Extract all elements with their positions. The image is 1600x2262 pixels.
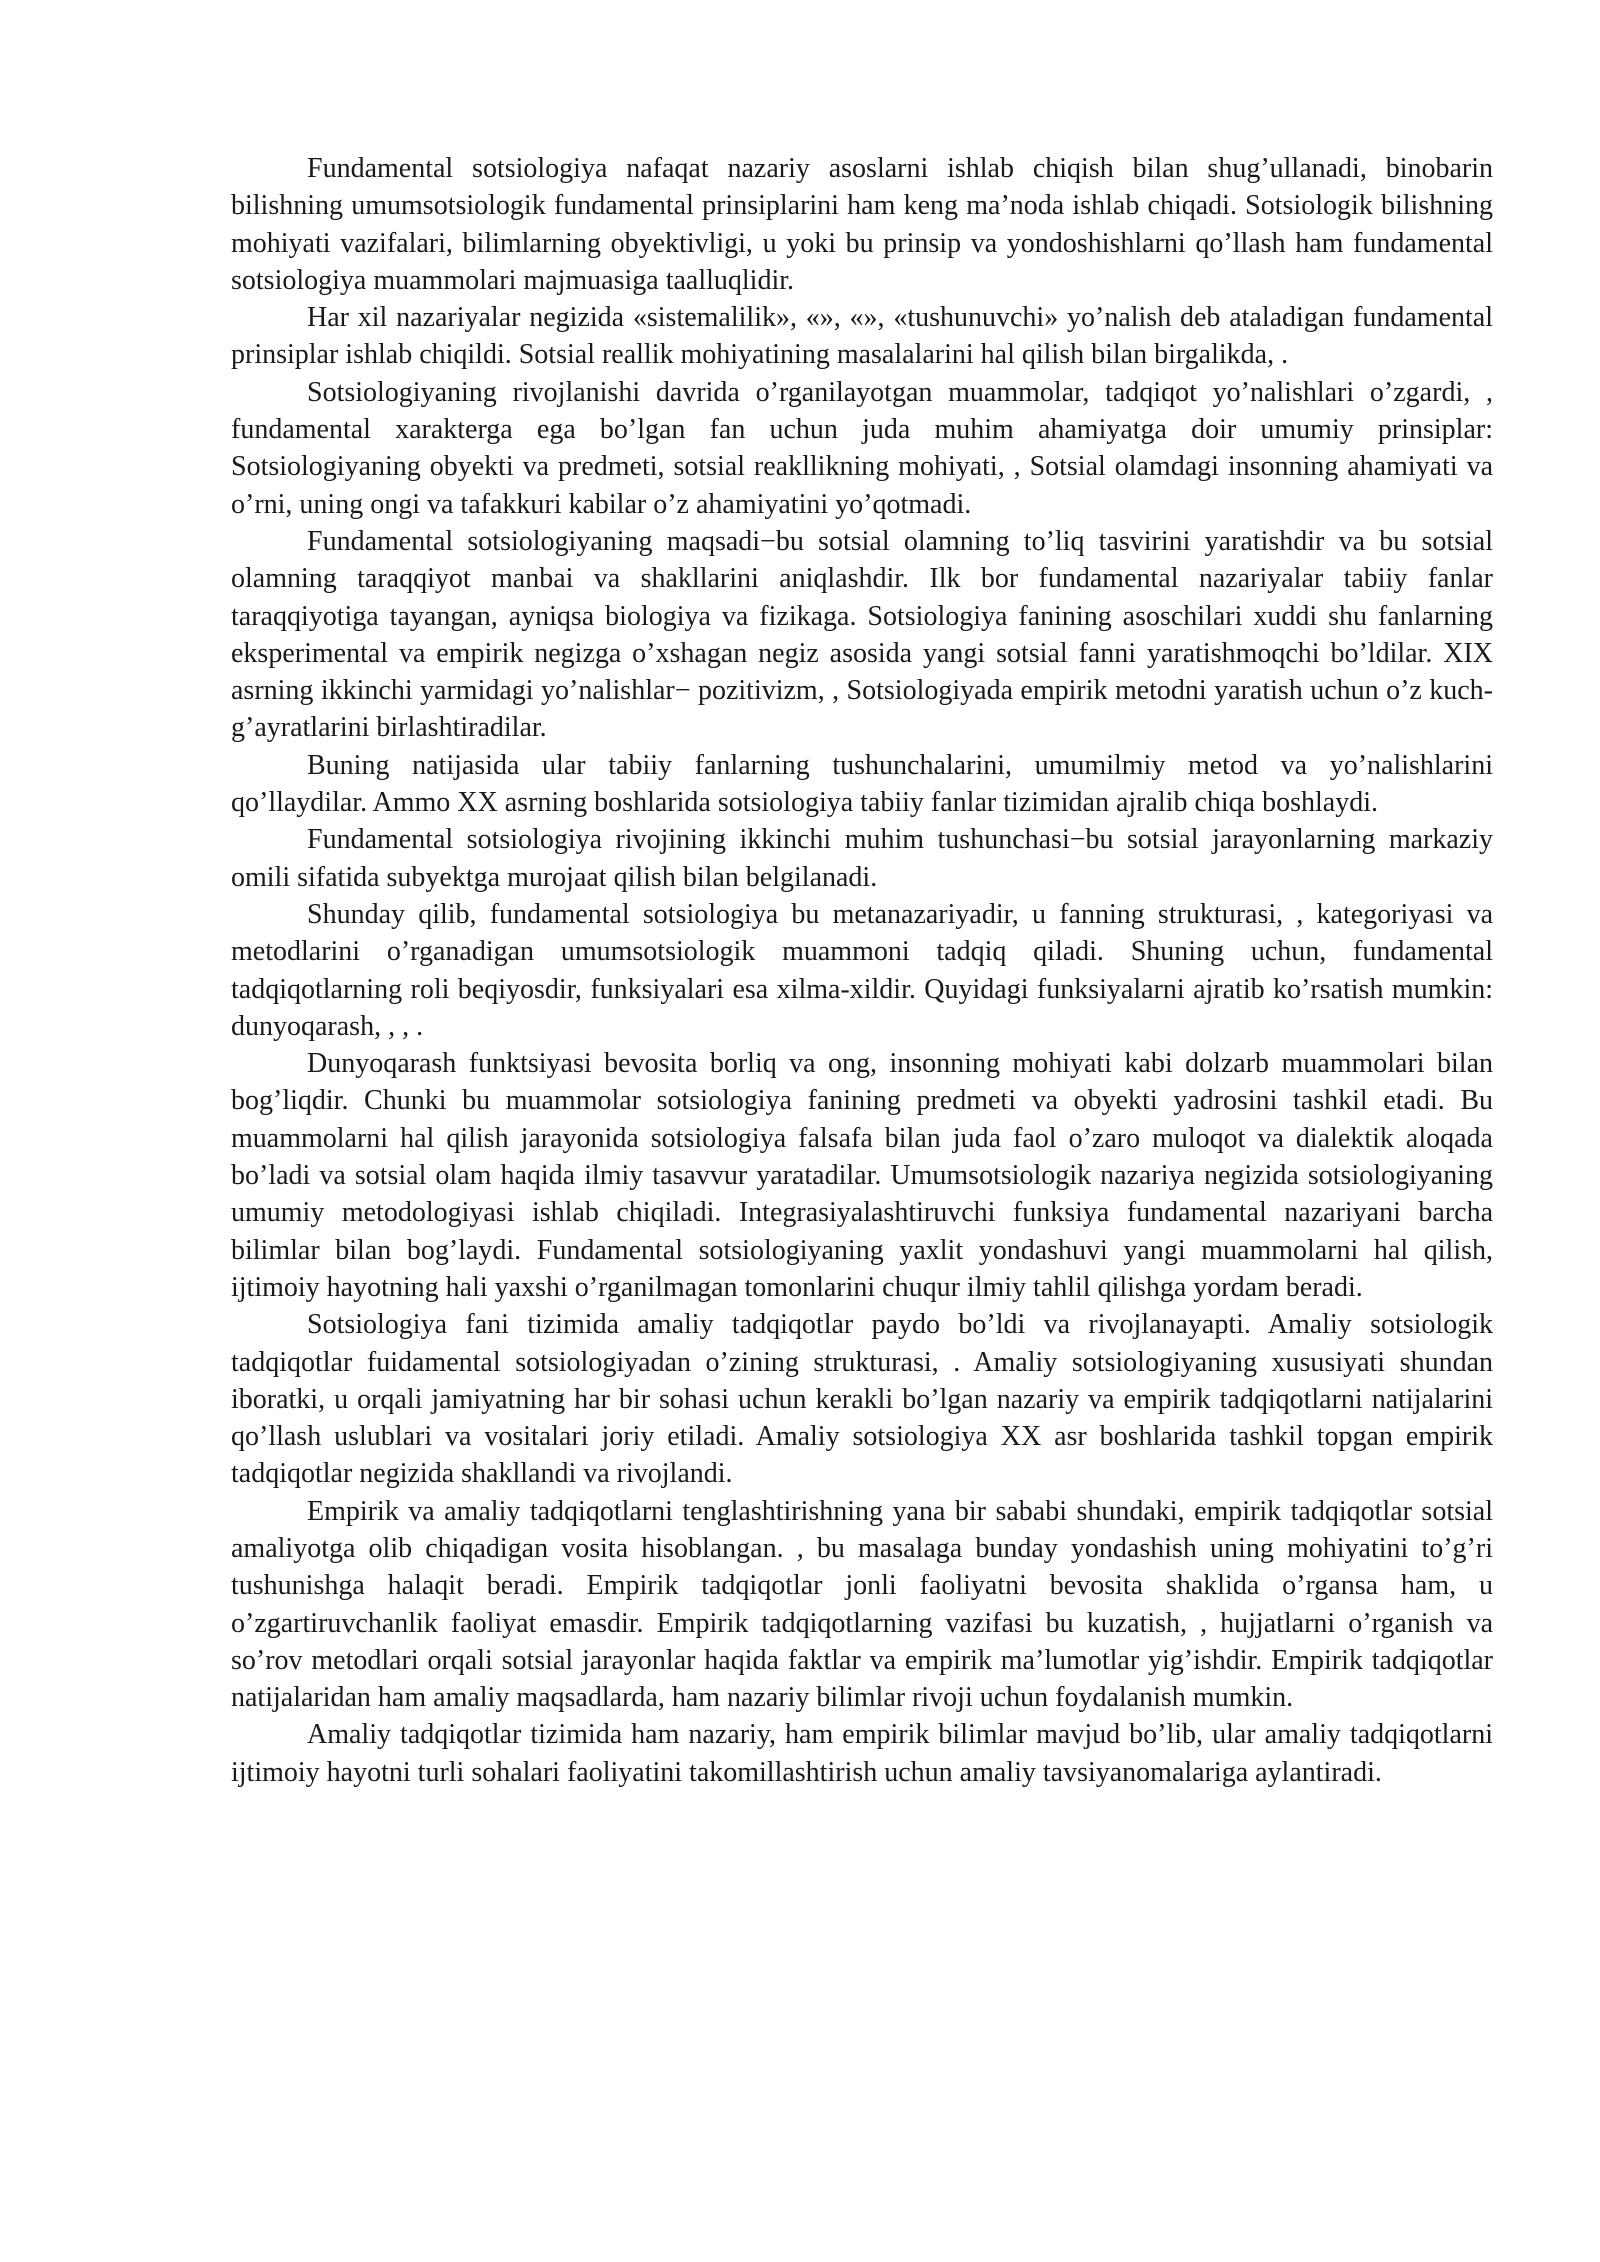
paragraph: Empirik va amaliy tadqiqotlarni tenglashtirishning yana bir sababi shundaki, empirik tadqiqotlar sotsial amaliyotga olib chiqadigan vosita hisoblangan. , bu masalaga bunday yondashish uning mohiyatini to’g’ri tushunishga halaqit beradi. Empirik tadqiqotlar jonli faoliyatni bevosita shaklida o’rgansa ham, u o’zgartiruvchanlik faoliyat emasdir. Empirik tadqiqotlarning vazifasi bu kuzatish, , hujjatlarni o’rganish va so’rov metodlari orqali sotsial jarayonlar haqida faktlar va empirik ma’lumotlar yig’ishdir. Empirik tadqiqotlar natijalaridan ham amaliy maqsadlarda, ham nazariy bilimlar rivoji uchun foydalanish mumkin. bbox=[231, 1495, 1493, 1714]
paragraph: Fundamental sotsiologiya nafaqat nazariy asoslarni ishlab chiqish bilan shug’ullanadi, binobarin bilishning umumsotsiologik fundamental prinsiplarini ham keng ma’noda ishlab chiqadi. Sotsiologik bilishning mohiyati vazifalari, bilimlarning obyektivligi, u yoki bu prinsip va yondoshishlarni qo’llash ham fundamental sotsiologiya muammolari majmuasiga taalluqlidir. bbox=[231, 153, 1493, 296]
paragraph: Fundamental sotsiologiyaning maqsadi−bu sotsial olamning to’liq tasvirini yaratishdir va bu sotsial olamning taraqqiyot manbai va shakllarini aniqlashdir. Ilk bor fundamental nazariyalar tabiiy fanlar taraqqiyotiga tayangan, ayniqsa biologiya va fizikaga. Sotsiologiya fanining asoschilari xuddi shu fanlarning eksperimental va empirik negizga o’xshagan negiz asosida yangi sotsial fanni yaratishmoqchi bo’ldilar. XIX asrning ikkinchi yarmidagi yo’nalishlar− pozitivizm, , Sotsiologiyada empirik metodni yaratish uchun o’z kuch-g’ayratlarini birlashtiradilar. bbox=[231, 525, 1493, 744]
paragraph: Sotsiologiyaning rivojlanishi davrida o’rganilayotgan muammolar, tadqiqot yo’nalishlari o’zgardi, , fundamental xarakterga ega bo’lgan fan uchun juda muhim ahamiyatga doir umumiy prinsiplar: Sotsiologiyaning obyekti va predmeti, sotsial reakllikning mohiyati, , Sotsial olamdagi insonning ahamiyati va o’rni, uning ongi va tafakkuri kabilar o’z ahamiyatini yo’qotmadi. bbox=[231, 376, 1493, 520]
paragraph: Dunyoqarash funktsiyasi bevosita borliq va ong, insonning mohiyati kabi dolzarb muammolari bilan bog’liqdir. Chunki bu muammolar sotsiologiya fanining predmeti va obyekti yadrosini tashkil etadi. Bu muammolarni hal qilish jarayonida sotsiologiya falsafa bilan juda faol o’zaro muloqot va dialektik aloqada bo’ladi va sotsial olam haqida ilmiy tasavvur yaratadilar. Umumsotsiologik nazariya negizida sotsiologiyaning umumiy metodologiyasi ishlab chiqiladi. Integrasiyalashtiruvchi funksiya fundamental nazariyani barcha bilimlar bilan bog’laydi. Fundamental sotsiologiyaning yaxlit yondashuvi yangi muammolarni hal qilish, ijtimoiy hayotning hali yaxshi o’rganilmagan tomonlarini chuqur ilmiy tahlil qilishga yordam beradi. bbox=[231, 1048, 1493, 1303]
paragraph: Sotsiologiya fani tizimida amaliy tadqiqotlar paydo bo’ldi va rivojlanayapti. Amaliy sotsiologik tadqiqotlar fuidamental sotsiologiyadan o’zining strukturasi, . Amaliy sotsiologiyaning xususiyati shundan iboratki, u orqali jamiyatning har bir sohasi uchun kerakli bo’lgan nazariy va empirik tadqiqotlarni natijalarini qo’llash uslublari va vositalari joriy etiladi. Amaliy sotsiologiya XX asr boshlarida tashkil topgan empirik tadqiqotlar negizida shakllandi va rivojlandi. bbox=[231, 1309, 1493, 1490]
paragraph: Har xil nazariyalar negizida «sistemalilik», «», «», «tushunuvchi» yo’nalish deb ataladigan fundamental prinsiplar ishlab chiqildi. Sotsial reallik mohiyatining masalalarini hal qilish bilan birgalikda, . bbox=[231, 302, 1493, 371]
paragraph: Shunday qilib, fundamental sotsiologiya bu metanazariyadir, u fanning strukturasi, , kategoriyasi va metodlarini o’rganadigan umumsotsiologik muammoni tadqiq qiladi. Shuning uchun, fundamental tadqiqotlarning roli beqiyosdir, funksiyalari esa xilma-xildir. Quyidagi funksiyalarni ajratib ko’rsatish mumkin: dunyoqarash, , , . bbox=[231, 898, 1493, 1042]
paragraph: Buning natijasida ular tabiiy fanlarning tushunchalarini, umumilmiy metod va yo’nalishlarini qo’llaydilar. Ammo XX asrning boshlarida sotsiologiya tabiiy fanlar tizimidan ajralib chiqa boshlaydi. bbox=[231, 749, 1493, 819]
paragraph: Amaliy tadqiqotlar tizimida ham nazariy, ham empirik bilimlar mavjud bo’lib, ular amaliy tadqiqotlarni ijtimoiy hayotni turli sohalari faoliyatini takomillashtirish uchun amaliy tavsiyanomalariga aylantiradi. bbox=[231, 1719, 1493, 1788]
document-page bbox=[231, 150, 1493, 1791]
paragraph: Fundamental sotsiologiya rivojining ikkinchi muhim tushunchasi−bu sotsial jarayonlarning markaziy omili sifatida subyektga murojaat qilish bilan belgilanadi. bbox=[231, 824, 1493, 893]
